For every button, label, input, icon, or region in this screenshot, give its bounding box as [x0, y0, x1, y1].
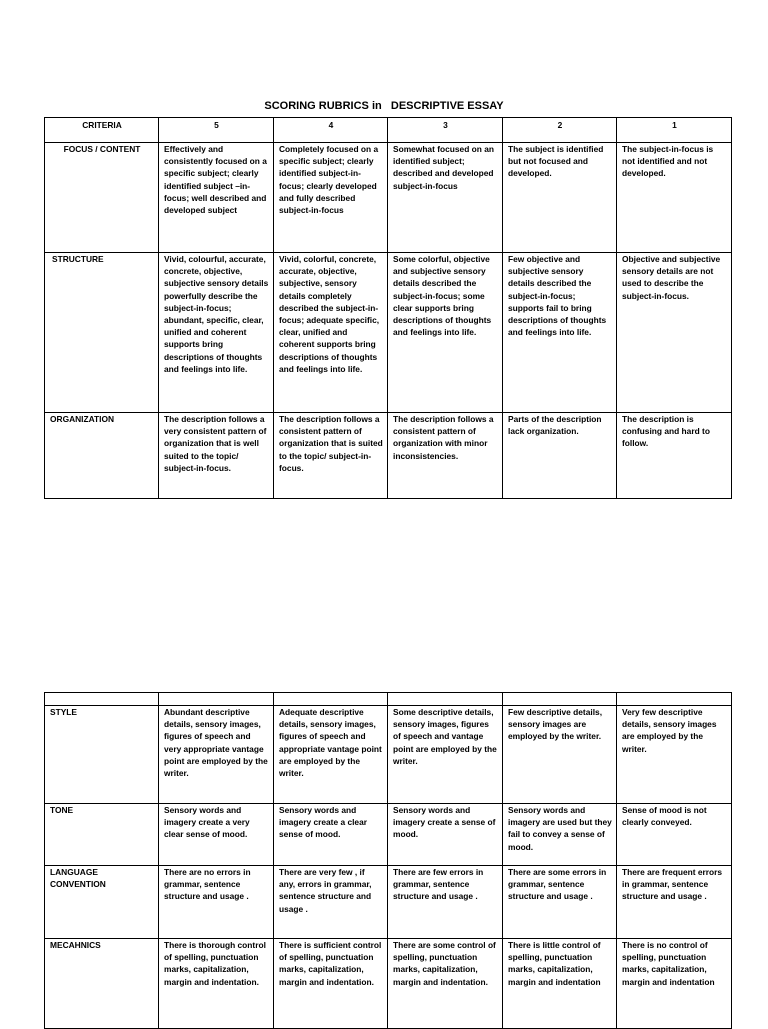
header-score-4: 4: [274, 118, 388, 143]
rubric-empty-header-row: [45, 693, 732, 706]
empty-header-cell: [159, 693, 274, 706]
score-1-descriptor: There are frequent errors in grammar, sentence structure and usage .: [617, 866, 732, 939]
empty-header-cell: [274, 693, 388, 706]
rubric-row-focus-content: [45, 143, 732, 253]
criteria-label: TONE: [45, 804, 159, 866]
header-score-3: 3: [388, 118, 503, 143]
header-criteria: CRITERIA: [45, 118, 159, 143]
score-4-descriptor: Vivid, colorful, concrete, accurate, objective, subjective, sensory details completely described the subject-in-focus; adequate specific, clear, unified and coherent supports bring descriptions of thoughts and feelings into life.: [274, 253, 388, 413]
score-2-descriptor: Few objective and subjective sensory details described the subject-in-focus; supports fail to bring descriptions of thoughts and feelings into life.: [503, 253, 617, 413]
score-4-descriptor: Completely focused on a specific subject; clearly identified subject-in-focus; clearly developed and fully described subject-in-focus: [274, 143, 388, 253]
empty-header-cell: [45, 693, 159, 706]
score-1-descriptor: Sense of mood is not clearly conveyed.: [617, 804, 732, 866]
score-2-descriptor: There are some errors in grammar, sentence structure and usage .: [503, 866, 617, 939]
empty-header-cell: [388, 693, 503, 706]
criteria-label: STRUCTURE: [45, 253, 159, 413]
rubric-row-style: [45, 706, 732, 804]
header-score-5: 5: [159, 118, 274, 143]
score-3-descriptor: Sensory words and imagery create a sense of mood.: [388, 804, 503, 866]
header-score-1: 1: [617, 118, 732, 143]
criteria-label: STYLE: [45, 706, 159, 804]
score-5-descriptor: There are no errors in grammar, sentence structure and usage .: [159, 866, 274, 939]
criteria-label: MECAHNICS: [45, 939, 159, 1029]
header-score-2: 2: [503, 118, 617, 143]
score-1-descriptor: The subject-in-focus is not identified and not developed.: [617, 143, 732, 253]
score-4-descriptor: Adequate descriptive details, sensory images, figures of speech and appropriate vantage point are employed by the writer.: [274, 706, 388, 804]
score-5-descriptor: Abundant descriptive details, sensory images, figures of speech and very appropriate vantage point are employed by the writer.: [159, 706, 274, 804]
score-4-descriptor: There is sufficient control of spelling, punctuation marks, capitalization, margin and indentation.: [274, 939, 388, 1029]
score-3-descriptor: Somewhat focused on an identified subject; described and developed subject-in-focus: [388, 143, 503, 253]
score-5-descriptor: Vivid, colourful, accurate, concrete, objective, subjective sensory details powerfully describe the subject-in-focus; abundant, specific, clear, unified and coherent supports bring descriptions of thoughts and feelings into life.: [159, 253, 274, 413]
score-4-descriptor: There are very few , if any, errors in grammar, sentence structure and usage .: [274, 866, 388, 939]
score-3-descriptor: Some colorful, objective and subjective sensory details described the subject-in-focus; some clear supports bring descriptions of thoughts and feelings into life.: [388, 253, 503, 413]
score-3-descriptor: There are few errors in grammar, sentence structure and usage .: [388, 866, 503, 939]
rubric-row-language-convention: [45, 866, 732, 939]
criteria-label: ORGANIZATION: [45, 413, 159, 499]
score-5-descriptor: The description follows a very consistent pattern of organization that is well suited to the topic/ subject-in-focus.: [159, 413, 274, 499]
score-1-descriptor: Objective and subjective sensory details are not used to describe the subject-in-focus.: [617, 253, 732, 413]
score-5-descriptor: Sensory words and imagery create a very clear sense of mood.: [159, 804, 274, 866]
score-1-descriptor: The description is confusing and hard to follow.: [617, 413, 732, 499]
score-2-descriptor: Parts of the description lack organization.: [503, 413, 617, 499]
score-1-descriptor: Very few descriptive details, sensory images are employed by the writer.: [617, 706, 732, 804]
criteria-label: FOCUS / CONTENT: [45, 143, 159, 253]
rubric-table-page2: [44, 692, 732, 1029]
rubric-table-page1: [44, 117, 732, 499]
score-4-descriptor: The description follows a consistent pattern of organization that is suited to the topic/ subject-in-focus.: [274, 413, 388, 499]
score-1-descriptor: There is no control of spelling, punctuation marks, capitalization, margin and indentation: [617, 939, 732, 1029]
empty-header-cell: [617, 693, 732, 706]
document-title: SCORING RUBRICS in DESCRIPTIVE ESSAY: [264, 100, 504, 112]
score-3-descriptor: Some descriptive details, sensory images, figures of speech and vantage point are employed by the writer.: [388, 706, 503, 804]
rubric-row-mechanics: [45, 939, 732, 1029]
criteria-label: LANGUAGE CONVENTION: [45, 866, 159, 939]
score-2-descriptor: There is little control of spelling, punctuation marks, capitalization, margin and indentation: [503, 939, 617, 1029]
score-4-descriptor: Sensory words and imagery create a clear sense of mood.: [274, 804, 388, 866]
rubric-row-structure: [45, 253, 732, 413]
rubric-header-row: [45, 118, 732, 143]
score-5-descriptor: There is thorough control of spelling, punctuation marks, capitalization, margin and indentation.: [159, 939, 274, 1029]
score-2-descriptor: Sensory words and imagery are used but they fail to convey a sense of mood.: [503, 804, 617, 866]
score-2-descriptor: Few descriptive details, sensory images are employed by the writer.: [503, 706, 617, 804]
score-5-descriptor: Effectively and consistently focused on a specific subject; clearly identified subject –in-focus; well described and developed subject: [159, 143, 274, 253]
score-3-descriptor: The description follows a consistent pattern of organization with minor inconsistencies.: [388, 413, 503, 499]
score-2-descriptor: The subject is identified but not focused and developed.: [503, 143, 617, 253]
score-3-descriptor: There are some control of spelling, punctuation marks, capitalization, margin and indentation.: [388, 939, 503, 1029]
rubric-row-organization: [45, 413, 732, 499]
rubric-row-tone: [45, 804, 732, 866]
empty-header-cell: [503, 693, 617, 706]
